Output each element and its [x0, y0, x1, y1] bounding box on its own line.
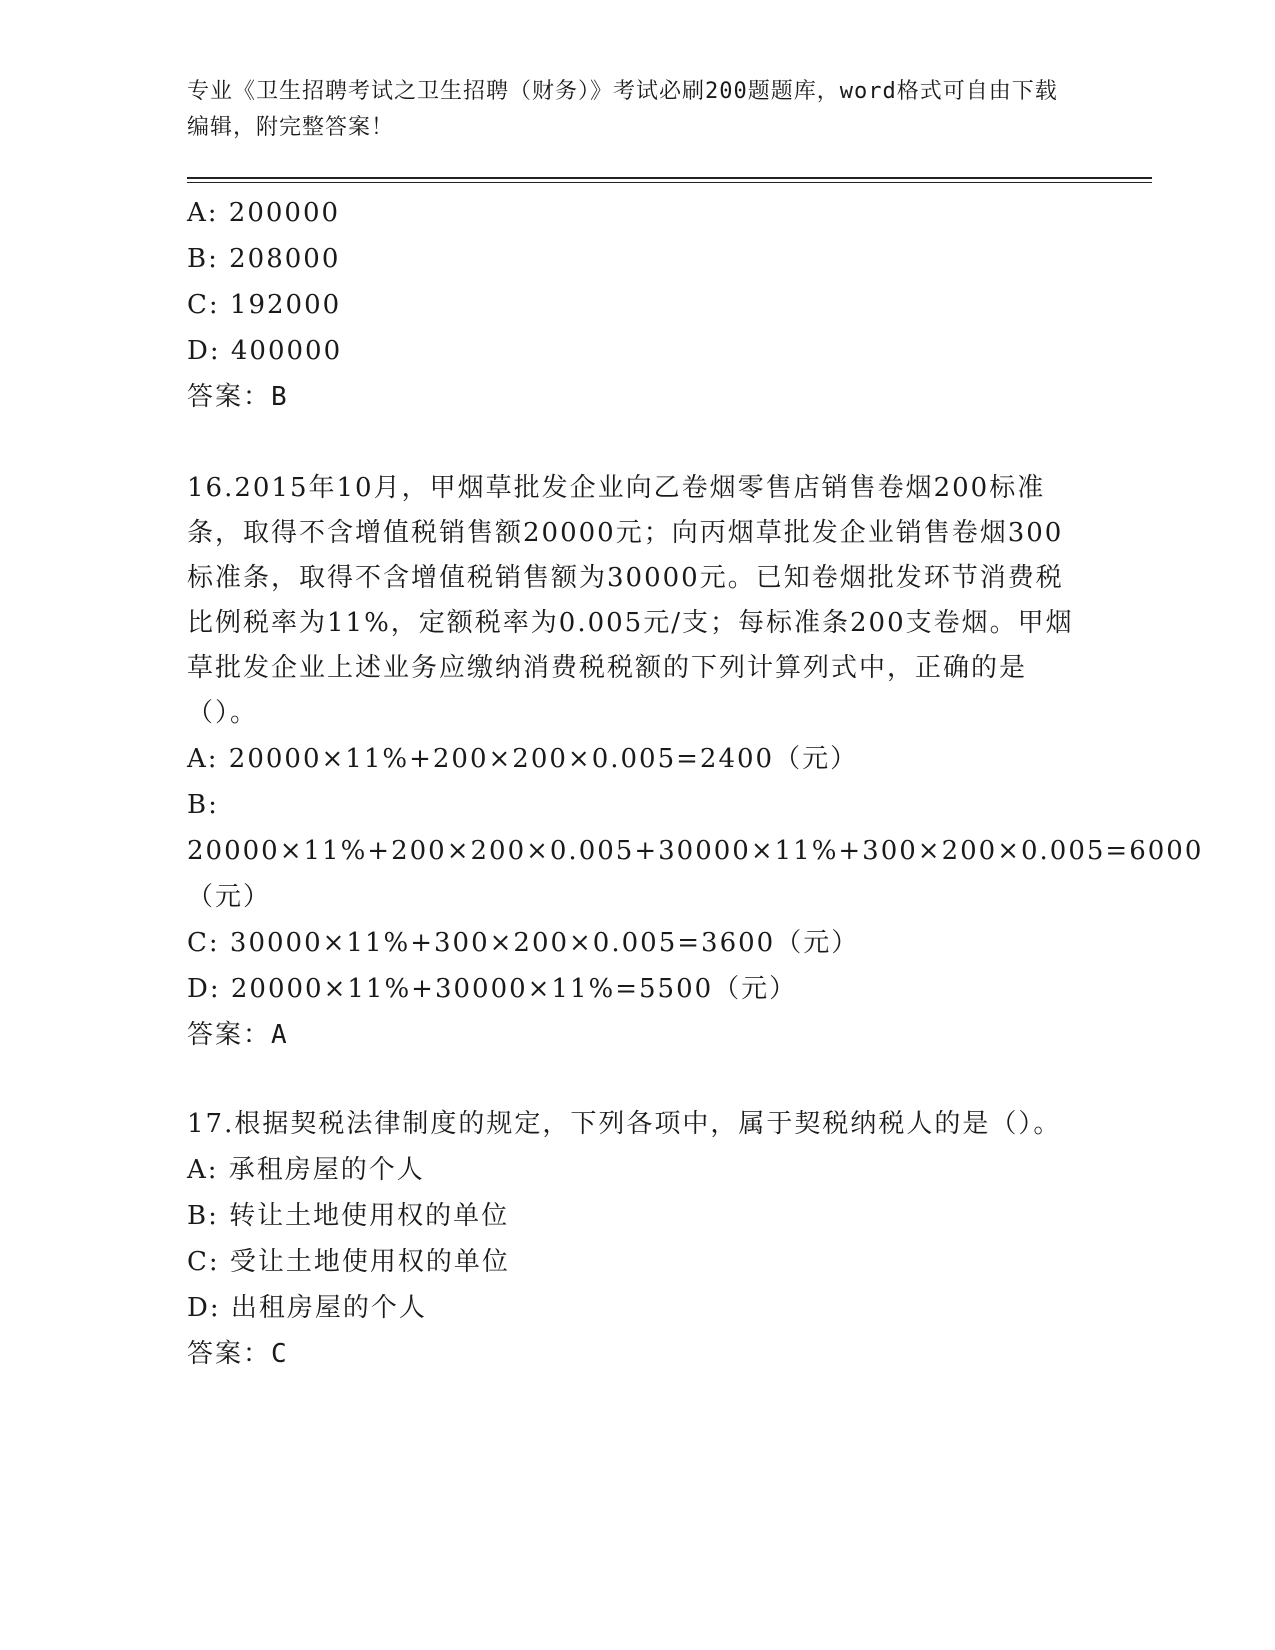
- option-b: B: 转让土地使用权的单位: [187, 1201, 510, 1231]
- option-a: A: 20000×11%+200×200×0.005=2400（元）: [187, 744, 859, 774]
- option-c: C: 192000: [187, 290, 342, 320]
- option-c: C: 受让土地使用权的单位: [187, 1247, 510, 1277]
- header-divider-thick: [187, 177, 1152, 179]
- header-divider-thin: [187, 182, 1152, 183]
- option-b: B: 208000: [187, 244, 341, 274]
- option-d: D: 400000: [187, 336, 343, 366]
- question-15: [187, 190, 1087, 420]
- option-d: D: 出租房屋的个人: [187, 1293, 427, 1323]
- spacer: [187, 420, 1087, 466]
- option-a: A: 承租房屋的个人: [187, 1155, 425, 1185]
- option-a: A: 200000: [187, 198, 341, 228]
- question-17: [187, 1102, 1087, 1377]
- question-stem: 16.2015年10月，甲烟草批发企业向乙卷烟零售店销售卷烟200标准条，取得不含增值税销售额20000元；向丙烟草批发企业销售卷烟300标准条，取得不含增值税销售额为30000元。已知卷烟批发环节消费税比例税率为11%，定额税率为0.005元/支；每标准条200支卷烟。甲烟草批发企业上述业务应缴纳消费税税额的下列计算列式中，正确的是（）。: [187, 473, 1074, 728]
- option-d: D: 20000×11%+30000×11%=5500（元）: [187, 974, 798, 1004]
- question-16: [187, 466, 1204, 1058]
- option-c: C: 30000×11%+300×200×0.005=3600（元）: [187, 928, 860, 958]
- spacer: [187, 1058, 1087, 1102]
- answer-line: 答案：B: [187, 382, 289, 412]
- question-content: [187, 190, 1204, 1377]
- question-stem: 17.根据契税法律制度的规定，下列各项中，属于契税纳税人的是（）。: [187, 1109, 1062, 1139]
- answer-line: 答案：A: [187, 1020, 289, 1050]
- page-header-title: 专业《卫生招聘考试之卫生招聘（财务）》考试必刷200题题库，word格式可自由下载编辑，附完整答案！: [187, 79, 1058, 140]
- option-b: B: 20000×11%+200×200×0.005+30000×11%+300×200×0.005=6000（元）: [187, 790, 1204, 912]
- answer-line: 答案：C: [187, 1339, 289, 1369]
